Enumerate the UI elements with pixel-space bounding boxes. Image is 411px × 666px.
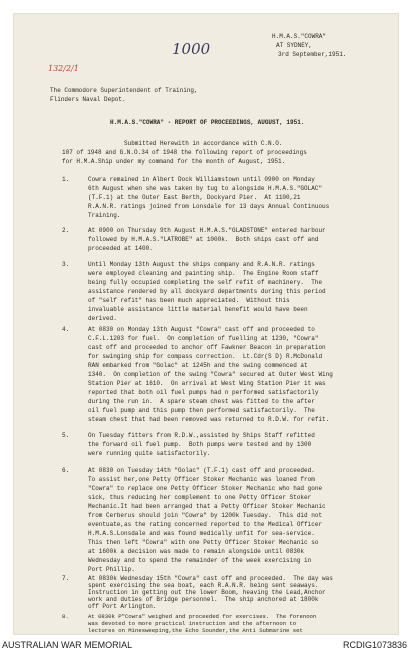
paragraph-line: R.A.N.R. ratings joined from Lonsdale for 13 days Annual Continuous [88, 203, 330, 210]
paragraph-line: sick, thus reducing her complement to one Petty Officer Stoker [88, 494, 312, 501]
paragraph-line: off Port Arlington. [88, 603, 157, 610]
paragraph-line: Until Monday 13th August the ships company and R.A.N.R. ratings [88, 261, 315, 268]
paragraph-line: C.F.L.1203 for fuel. On completion of fuelling at 1230, "Cowra" [88, 335, 319, 342]
paragraph-number: 5. [62, 432, 70, 439]
paragraph-line: At 0830 on Tuesday 14th "Golac" (T.F.1) cast off and proceeded. [88, 467, 315, 474]
paragraph-line: Training. [88, 212, 121, 219]
paragraph-line: Mechanic.It had been arranged that a Petty Officer Stoker Mechanic [88, 503, 326, 510]
paragraph-line: eventuate,as the rating concerned reported to the Medical Officer [88, 521, 323, 528]
archive-credit: AUSTRALIAN WAR MEMORIAL [2, 640, 133, 650]
paragraph-line: at 1600k a decision was made to remain alongside until 0830k [88, 548, 305, 555]
location: AT SYDNEY, [276, 42, 313, 49]
paragraph-line: At 0830k P"Cowra" weighed and proceeded for exercises. The forenoon [88, 613, 317, 620]
paragraph-line: This then left "Cowra" with one Petty Officer Stoker Mechanic so [88, 539, 319, 546]
intro-line: 107 of 1948 and G.N.O.34 of 1948 the following report of proceedings [62, 149, 307, 156]
paragraph-line: Wednesday and to spend the remainder of the week exercising in [88, 557, 312, 564]
paragraph-line: Cowra remained in Albert Dock Williamstown until 0900 on Monday [88, 176, 315, 183]
paragraph-line: followed by H.M.A.S."LATROBE" at 1000k. Both ships cast off and [88, 236, 319, 243]
paragraph-line: during the run in. A spare steam chest was fitted to the after [88, 398, 315, 405]
paragraph-line: were running quite satisfactorily. [88, 450, 211, 457]
paragraph-line: invaluable assistance little material benefit would have been [88, 306, 308, 313]
paragraph-line: spent exercising the sea boat, each R.A.N.R. being sent seaways. [88, 582, 319, 589]
intro-line: for H.M.A.Ship under my command for the month of August, 1951. [62, 158, 286, 165]
ship-name: H.M.A.S."COWRA" [272, 33, 327, 40]
paragraph-number: 7. [62, 575, 70, 582]
paragraph-line: On Tuesday fitters from R.D.W.,assisted by Ships Staff refitted [88, 432, 315, 439]
paragraph-line: RAN embarked from "Golac" at 1245h and the swing commenced at [88, 362, 308, 369]
paragraph-line: being fully occupied completing the self refit of machinery. The [88, 279, 323, 286]
paragraph-line: At 0830 on Monday 13th August "Cowra" cast off and proceeded to [88, 326, 315, 333]
paragraph-line: oil fuel pump and this pump then performed satisfactorily. The [88, 407, 315, 414]
paragraph-number: 4. [62, 326, 70, 333]
paragraph-line: Port Phillip. [88, 566, 135, 573]
paragraph-number: 6. [62, 467, 70, 474]
paragraph-line: reported that both oil fuel pumps had n performed satisfactorily [88, 389, 319, 396]
paragraph-line: To assist her,one Petty Officer Stoker Mechanic was loaned from [88, 476, 315, 483]
paragraph-line: the forward oil fuel pump. Both pumps were tested and by 1300 [88, 441, 312, 448]
paragraph-number: 3. [62, 261, 70, 268]
red-reference-mark: 132/2/1 [48, 64, 79, 73]
paragraph-line: proceeded at 1400. [88, 245, 153, 252]
paragraph-line: cast off and proceeded to anchor off Fawkner Beacon in preparation [88, 344, 326, 351]
paragraph-line: Station Pier at 1610. On arrival at West Wing Station Pier it was [88, 380, 326, 387]
paragraph-line: steam chest that had been removed was returned to R.D.W. for refit. [88, 416, 330, 423]
paragraph-line: Instruction in getting out the lower Boom, heaving the Lead,Anchor [88, 589, 326, 596]
document-id: RCDIG1073836 [342, 640, 407, 650]
paragraph-line: for swinging ship for compass correction. Lt.Cdr(S D) R.McDonald [88, 353, 323, 360]
paragraph-line: assistance rendered by all dockyard departments during this period [88, 288, 326, 295]
paragraph-line: At 0900 on Thursday 9th August H.M.A.S."GLADSTONE" entered harbour [88, 227, 326, 234]
paragraph-line: At 0830k Wednesday 15th "Cowra" cast off and proceeded. The day was [88, 575, 333, 582]
addressee-line: Flinders Naval Depot. [50, 96, 126, 103]
paragraph-number: 8. [62, 613, 69, 620]
paragraph-line: (T.F.1) at the Outer East Berth, Dockyard Pier. At 1100,21 [88, 194, 301, 201]
paragraph-line: lectures on Minesweeping,the Echo Sounder,the Anti Submarine set [88, 627, 303, 634]
paragraph-number: 2. [62, 227, 70, 234]
paragraph-line: were employed cleaning and painting ship. The Engine Room staff [88, 270, 319, 277]
letter-date: 3rd September,1951. [278, 51, 347, 58]
paragraph-line: 1340. On completion of the swing "Cowra" secured at Outer West Wing [88, 371, 333, 378]
paragraph-line: from Cerberus should join "Cowra" by 1200k Tuesday. This did not [88, 512, 323, 519]
paragraph-line: was devoted to more practical instruction and the afternoon to [88, 620, 297, 627]
paragraph-line: "Cowra" to replace one Petty Officer Stoker Mechanic who had gone [88, 485, 323, 492]
paragraph-number: 1. [62, 176, 70, 183]
report-title: H.M.A.S."COWRA" - REPORT OF PROCEEDINGS, AUGUST, 1951. [110, 119, 305, 126]
addressee-line: The Commodore Superintendent of Training, [50, 87, 198, 94]
paragraph-line: derived. [88, 315, 117, 322]
handwritten-note: 1000 [172, 40, 211, 58]
paragraph-line: of "self refit" has been much appreciated. Without this [88, 297, 290, 304]
paragraph-line: 6th August when she was taken by tug to alongside H.M.A.S."GOLAC" [88, 185, 323, 192]
paragraph-line: work and duties of Bridge personnel. The ship anchored at 1800k [88, 596, 319, 603]
paragraph-line: H.M.A.S.Lonsdale and was found medically unfit for sea-service. [88, 530, 315, 537]
intro-line: Submitted Herewith in accordance with C.N.O. [124, 140, 283, 147]
